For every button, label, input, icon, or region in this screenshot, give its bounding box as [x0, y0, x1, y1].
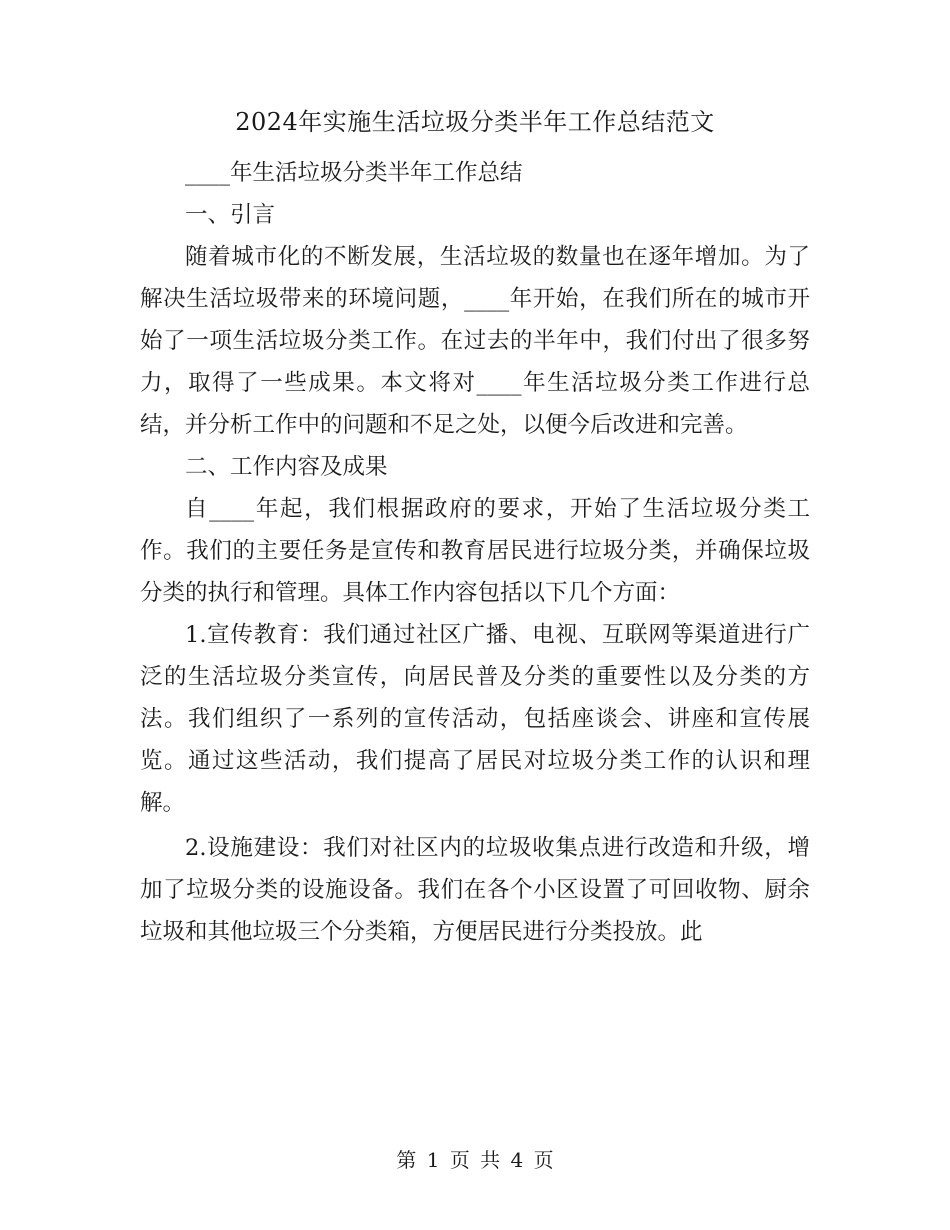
document-body — [140, 152, 810, 953]
subtitle-paragraph: ____年生活垃圾分类半年工作总结 — [185, 160, 523, 186]
work-content-paragraph: 自____年起，我们根据政府的要求，开始了生活垃圾分类工作。我们的主要任务是宣传和教育居民进行垃圾分类，并确保垃圾分类的执行和管理。具体工作内容包括以下几个方面： — [140, 496, 810, 606]
document-title: 2024年实施生活垃圾分类半年工作总结范文 — [235, 108, 715, 136]
section-heading-work-content: 二、工作内容及成果 — [185, 454, 388, 480]
page-number: 第 1 页 共 4 页 — [396, 1148, 554, 1172]
introduction-paragraph: 随着城市化的不断发展，生活垃圾的数量也在逐年增加。为了解决生活垃圾带来的环境问题，____年开始，在我们所在的城市开始了一项生活垃圾分类工作。在过去的半年中，我们付出了很多努力，取得了一些成果。本文将对____年生活垃圾分类工作进行总结，并分析工作中的问题和不足之处，以便今后改进和完善。 — [140, 244, 810, 438]
list-item-facilities: 2.设施建设：我们对社区内的垃圾收集点进行改造和升级，增加了垃圾分类的设施设备。我们在各个小区设置了可回收物、厨余垃圾和其他垃圾三个分类箱，方便居民进行分类投放。此 — [140, 835, 810, 945]
section-heading-introduction: 一、引言 — [185, 202, 276, 228]
list-item-publicity: 1.宣传教育：我们通过社区广播、电视、互联网等渠道进行广泛的生活垃圾分类宣传，向居民普及分类的重要性以及分类的方法。我们组织了一系列的宣传活动，包括座谈会、讲座和宣传展览。通过这些活动，我们提高了居民对垃圾分类工作的认识和理解。 — [140, 622, 810, 816]
